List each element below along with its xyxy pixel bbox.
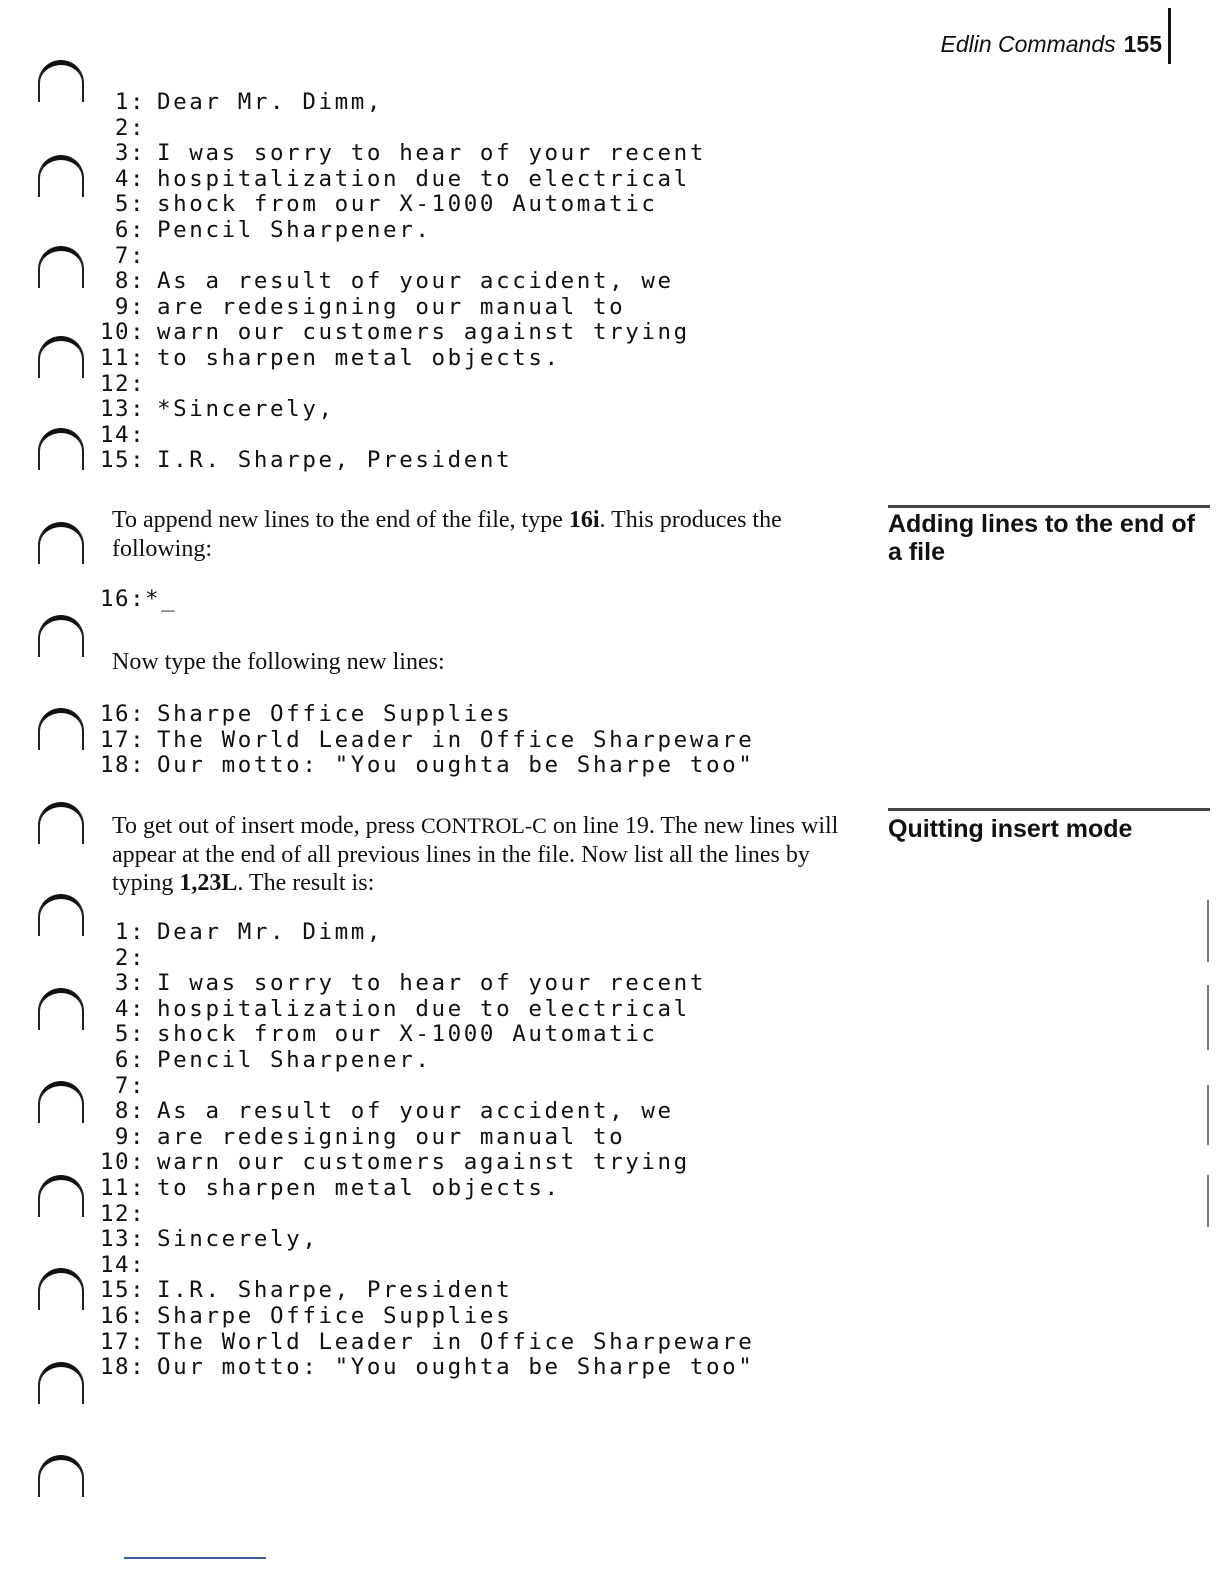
- line-text: shock from our X-1000 Automatic: [157, 1021, 658, 1048]
- binder-hole: [38, 894, 84, 936]
- code-line: [100, 1074, 754, 1100]
- line-number: 9:: [114, 1123, 145, 1150]
- code-line: [100, 295, 706, 321]
- line-number: 5:: [114, 1021, 145, 1048]
- line-number: 8:: [114, 268, 145, 295]
- binder-hole: [38, 615, 84, 657]
- line-number: 14:: [100, 421, 146, 448]
- code-line: [100, 116, 706, 142]
- binder-hole: [38, 1455, 84, 1497]
- code-line: [100, 372, 706, 398]
- line-text: are redesigning our manual to: [157, 1123, 626, 1150]
- line-text: I.R. Sharpe, President: [157, 1277, 513, 1304]
- command-1-23l: 1,23L: [179, 870, 238, 896]
- line-text: *Sincerely,: [157, 396, 335, 423]
- sidebar-rule: [888, 808, 1210, 811]
- binder-hole: [38, 988, 84, 1030]
- binder-hole: [38, 802, 84, 844]
- code-line: [100, 218, 706, 244]
- code-line: [100, 946, 754, 972]
- code-listing-result: [100, 920, 754, 1381]
- line-text: Dear Mr. Dimm,: [157, 919, 384, 945]
- line-text: shock from our X-1000 Automatic: [157, 191, 658, 218]
- line-text: are redesigning our manual to: [157, 293, 626, 320]
- code-line: [100, 1150, 754, 1176]
- binder-hole: [38, 708, 84, 750]
- line-number: 8:: [114, 1098, 145, 1125]
- scan-edge-mark: [1207, 985, 1209, 1050]
- line-number: 16:: [100, 1302, 146, 1329]
- header-title: Edlin Commands: [940, 31, 1116, 57]
- page-header: [940, 28, 1162, 60]
- line-number: 6:: [114, 216, 145, 243]
- line-number: 2:: [114, 944, 145, 971]
- line-text: Sharpe Office Supplies: [157, 1302, 513, 1329]
- line-text: Pencil Sharpener.: [157, 1046, 432, 1073]
- code-line: [100, 1355, 754, 1381]
- header-rule: [1168, 8, 1171, 64]
- binder-hole: [38, 246, 84, 288]
- line-text: Dear Mr. Dimm,: [157, 89, 384, 115]
- line-number: 14:: [100, 1251, 146, 1278]
- code-line: [100, 1227, 754, 1253]
- line-number: 9:: [114, 293, 145, 320]
- binder-hole: [38, 336, 84, 378]
- code-line: [100, 1176, 754, 1202]
- line-number: 18:: [100, 1354, 146, 1381]
- line-text: I.R. Sharpe, President: [157, 447, 513, 474]
- code-line: [100, 346, 706, 372]
- sidebar-heading-adding-lines: Adding lines to the end of a file: [888, 510, 1195, 566]
- code-line: [100, 141, 706, 167]
- command-16i: 16i: [568, 507, 600, 533]
- line-number: 13:: [100, 396, 146, 423]
- line-number: 4:: [114, 995, 145, 1022]
- line-text: warn our customers against trying: [157, 1149, 690, 1176]
- line-text: Our motto: "You oughta be Sharpe too": [157, 752, 755, 779]
- code-line: [100, 90, 706, 116]
- binder-hole: [38, 1081, 84, 1123]
- line-number: 4:: [114, 165, 145, 192]
- code-line: [100, 397, 706, 423]
- line-number: 12:: [100, 370, 146, 397]
- line-text: warn our customers against trying: [157, 319, 690, 346]
- line-number: 12:: [100, 1200, 146, 1227]
- code-line: [100, 192, 706, 218]
- binder-hole: [38, 1268, 84, 1310]
- line-number: 15:: [100, 1277, 146, 1304]
- line-text: Our motto: "You oughta be Sharpe too": [157, 1354, 755, 1381]
- code-line: [100, 1048, 754, 1074]
- line-number: 3:: [114, 970, 145, 997]
- line-number: 10:: [100, 1149, 146, 1176]
- line-number: 1:: [114, 89, 145, 115]
- code-line: [100, 423, 706, 449]
- scan-edge-mark: [1207, 900, 1209, 962]
- code-line: [100, 320, 706, 346]
- line-number: 6:: [114, 1046, 145, 1073]
- line-text: I was sorry to hear of your recent: [157, 970, 706, 997]
- line-number: 7:: [114, 1072, 145, 1099]
- line-number: 10:: [100, 319, 146, 346]
- line-text: hospitalization due to electrical: [157, 165, 690, 192]
- line-text: to sharpen metal objects.: [157, 1174, 561, 1201]
- code-line: [100, 1278, 754, 1304]
- scan-edge-mark: [1207, 1085, 1209, 1145]
- code-line: [100, 1330, 754, 1356]
- binder-hole: [38, 155, 84, 197]
- scan-edge-mark: [1207, 1175, 1209, 1227]
- binder-hole: [38, 428, 84, 470]
- code-line: [100, 997, 754, 1023]
- line-number: 5:: [114, 191, 145, 218]
- code-line: [100, 167, 706, 193]
- sidebar-heading-quitting-insert: Quitting insert mode: [888, 815, 1133, 843]
- code-listing-original: [100, 90, 706, 474]
- footer-line: [124, 1557, 266, 1559]
- line-number: 7:: [114, 242, 145, 269]
- binder-hole: [38, 522, 84, 564]
- paragraph-append: To append new lines to the end of the file, type 16i. This produces the following:: [112, 507, 782, 562]
- line-number: 16:: [100, 701, 146, 727]
- code-line: [100, 1022, 754, 1048]
- paragraph-quit-insert: To get out of insert mode, press CONTROL-C on line 19. The new lines will appear at the end of all previous lines in the file. Now list all the lines by typing 1,23L. The result is:: [112, 813, 839, 896]
- paragraph-now-type: Now type the following new lines:: [112, 649, 445, 675]
- line-number: 17:: [100, 726, 146, 753]
- line-number: 15:: [100, 447, 146, 474]
- line-number: 11:: [100, 1174, 146, 1201]
- code-line: [100, 244, 706, 270]
- code-line: [100, 1253, 754, 1279]
- page-number: 155: [1123, 31, 1162, 57]
- line-text: I was sorry to hear of your recent: [157, 140, 706, 167]
- code-line: [100, 1202, 754, 1228]
- code-line: [100, 1304, 754, 1330]
- line-text: The World Leader in Office Sharpeware: [157, 1328, 755, 1355]
- line-number: 18:: [100, 752, 146, 779]
- line-number: 3:: [114, 140, 145, 167]
- line-number: 2:: [114, 114, 145, 141]
- line-number: 13:: [100, 1226, 146, 1253]
- binder-hole: [38, 1175, 84, 1217]
- line-number: 11:: [100, 344, 146, 371]
- line-text: to sharpen metal objects.: [157, 344, 561, 371]
- code-line: [100, 448, 706, 474]
- code-line: [100, 728, 754, 754]
- line-number: 1:: [114, 919, 145, 945]
- sidebar-rule: [888, 505, 1210, 508]
- line-text: As a result of your accident, we: [157, 1098, 674, 1125]
- line-number: 17:: [100, 1328, 146, 1355]
- line-text: Sharpe Office Supplies: [157, 701, 513, 727]
- code-line: [100, 753, 754, 779]
- line-text: The World Leader in Office Sharpeware: [157, 726, 755, 753]
- code-line: [100, 1099, 754, 1125]
- code-line: [100, 1125, 754, 1151]
- binder-hole: [38, 60, 84, 102]
- binder-hole: [38, 1362, 84, 1404]
- code-line: [100, 920, 754, 946]
- code-line: [100, 269, 706, 295]
- line-text: As a result of your accident, we: [157, 268, 674, 295]
- code-insert-prompt: 16:*_: [100, 586, 178, 612]
- line-text: Pencil Sharpener.: [157, 216, 432, 243]
- key-control-c: CONTROL-C: [420, 813, 547, 838]
- line-text: Sincerely,: [157, 1226, 319, 1253]
- line-text: hospitalization due to electrical: [157, 995, 690, 1022]
- code-line: [100, 971, 754, 997]
- code-line: [100, 702, 754, 728]
- code-listing-new-lines: [100, 702, 754, 779]
